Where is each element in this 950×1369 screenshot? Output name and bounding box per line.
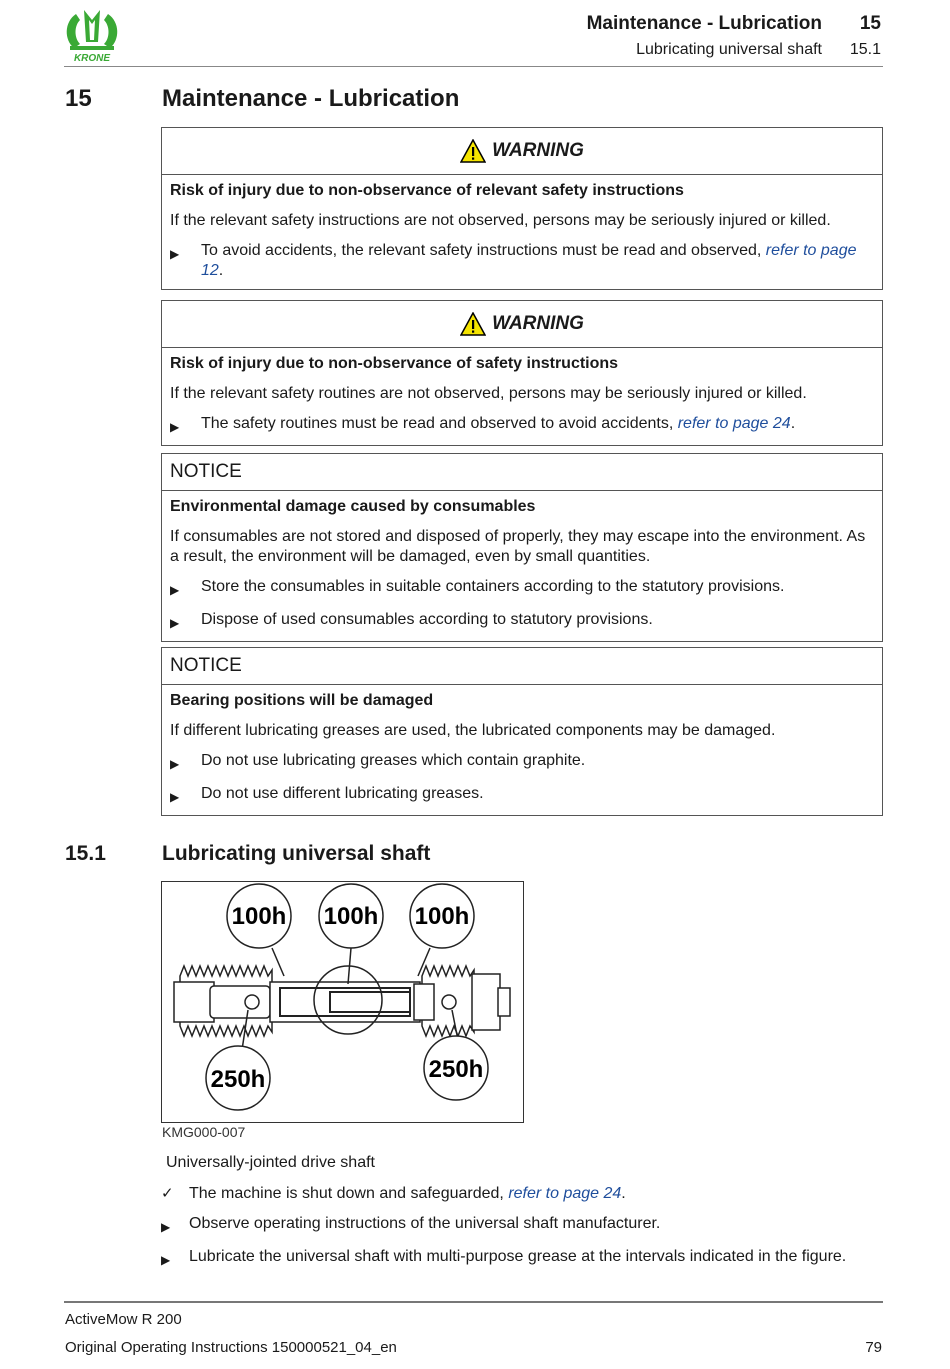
warning-label: WARNING xyxy=(492,140,584,161)
section-number: 15.1 xyxy=(65,842,106,865)
interval-label: 100h xyxy=(414,903,470,930)
header-section-title: Lubricating universal shaft xyxy=(636,41,822,58)
warning-header xyxy=(162,128,882,175)
interval-label: 250h xyxy=(210,1066,266,1093)
page-number: 79 xyxy=(865,1339,882,1356)
warning-title: Risk of injury due to non-observance of safety instructions xyxy=(170,355,619,372)
notice-box xyxy=(161,453,883,642)
footer-document-id: Original Operating Instructions 150000521_04_en xyxy=(65,1339,397,1356)
arrow-bullet-icon: ▶ xyxy=(170,583,180,597)
chapter-title: Maintenance - Lubrication xyxy=(162,85,460,112)
header-section-number: 15.1 xyxy=(849,41,881,58)
warning-text: If the relevant safety instructions are not observed, persons may be seriously injured or killed. xyxy=(170,212,831,229)
precondition-item: ✓ The machine is shut down and safeguarded, refer to page 24. xyxy=(161,1185,626,1202)
svg-text:KRONE: KRONE xyxy=(73,53,111,64)
warning-label: WARNING xyxy=(492,313,584,334)
instruction-item: ▶ Observe operating instructions of the universal shaft manufacturer. xyxy=(161,1214,851,1237)
arrow-bullet-icon: ▶ xyxy=(161,1253,171,1267)
arrow-bullet-icon: ▶ xyxy=(161,1220,171,1234)
notice-title: Environmental damage caused by consumables xyxy=(170,498,536,515)
warning-box xyxy=(161,300,883,446)
footer-divider xyxy=(64,1301,883,1303)
interval-label: 100h xyxy=(231,903,287,930)
instruction-item: ▶ Store the consumables in suitable containers according to the statutory provisions. xyxy=(170,577,872,600)
notice-label: NOTICE xyxy=(162,454,882,491)
interval-label: 100h xyxy=(323,903,379,930)
instruction-item: ▶ Do not use different lubricating greases. xyxy=(170,784,872,807)
arrow-bullet-icon: ▶ xyxy=(170,420,180,434)
arrow-bullet-icon: ▶ xyxy=(170,616,180,630)
header-chapter-title: Maintenance - Lubrication xyxy=(586,13,822,34)
warning-header xyxy=(162,301,882,348)
warning-text: If the relevant safety routines are not observed, persons may be seriously injured or killed. xyxy=(170,385,807,402)
section-title: Lubricating universal shaft xyxy=(162,842,431,865)
notice-title: Bearing positions will be damaged xyxy=(170,692,434,709)
universal-shaft-figure xyxy=(161,881,524,1123)
notice-text: If different lubricating greases are used, the lubricated components may be damaged. xyxy=(170,722,776,739)
notice-box xyxy=(161,647,883,816)
warning-triangle-icon xyxy=(460,312,486,336)
krone-logo xyxy=(62,6,122,64)
arrow-bullet-icon: ▶ xyxy=(170,757,180,771)
page-link[interactable]: refer to page 24 xyxy=(508,1185,622,1202)
notice-label: NOTICE xyxy=(162,648,882,685)
instruction-item: ▶ Lubricate the universal shaft with multi-purpose grease at the intervals indicated in the figure. xyxy=(161,1247,851,1270)
page-link[interactable]: refer to page 24 xyxy=(677,415,791,432)
figure-caption: Universally-jointed drive shaft xyxy=(166,1154,375,1171)
arrow-bullet-icon: ▶ xyxy=(170,790,180,804)
interval-label: 250h xyxy=(428,1056,484,1083)
arrow-bullet-icon: ▶ xyxy=(170,247,180,261)
instruction-item: ▶ To avoid accidents, the relevant safety instructions must be read and observed, refer to page 12. xyxy=(170,242,857,279)
header-divider xyxy=(64,66,883,67)
warning-triangle-icon xyxy=(460,139,486,163)
notice-text: If consumables are not stored and disposed of properly, they may escape into the environment. As a result, the environment will be damaged, even by small quantities. xyxy=(170,528,866,565)
warning-title: Risk of injury due to non-observance of relevant safety instructions xyxy=(170,182,684,199)
chapter-number: 15 xyxy=(65,85,92,112)
checkmark-icon: ✓ xyxy=(161,1185,174,1202)
instruction-item: ▶ Dispose of used consumables according to statutory provisions. xyxy=(170,610,872,633)
instruction-item: ▶ The safety routines must be read and observed to avoid accidents, refer to page 24. xyxy=(170,414,872,437)
page-link[interactable]: refer to page 12 xyxy=(201,242,857,279)
warning-box xyxy=(161,127,883,290)
figure-code: KMG000-007 xyxy=(162,1124,246,1140)
instruction-item: ▶ Do not use lubricating greases which contain graphite. xyxy=(170,751,872,774)
header-chapter-number: 15 xyxy=(859,13,881,34)
footer-model: ActiveMow R 200 xyxy=(65,1311,182,1328)
instruction-steps xyxy=(161,1184,851,1280)
